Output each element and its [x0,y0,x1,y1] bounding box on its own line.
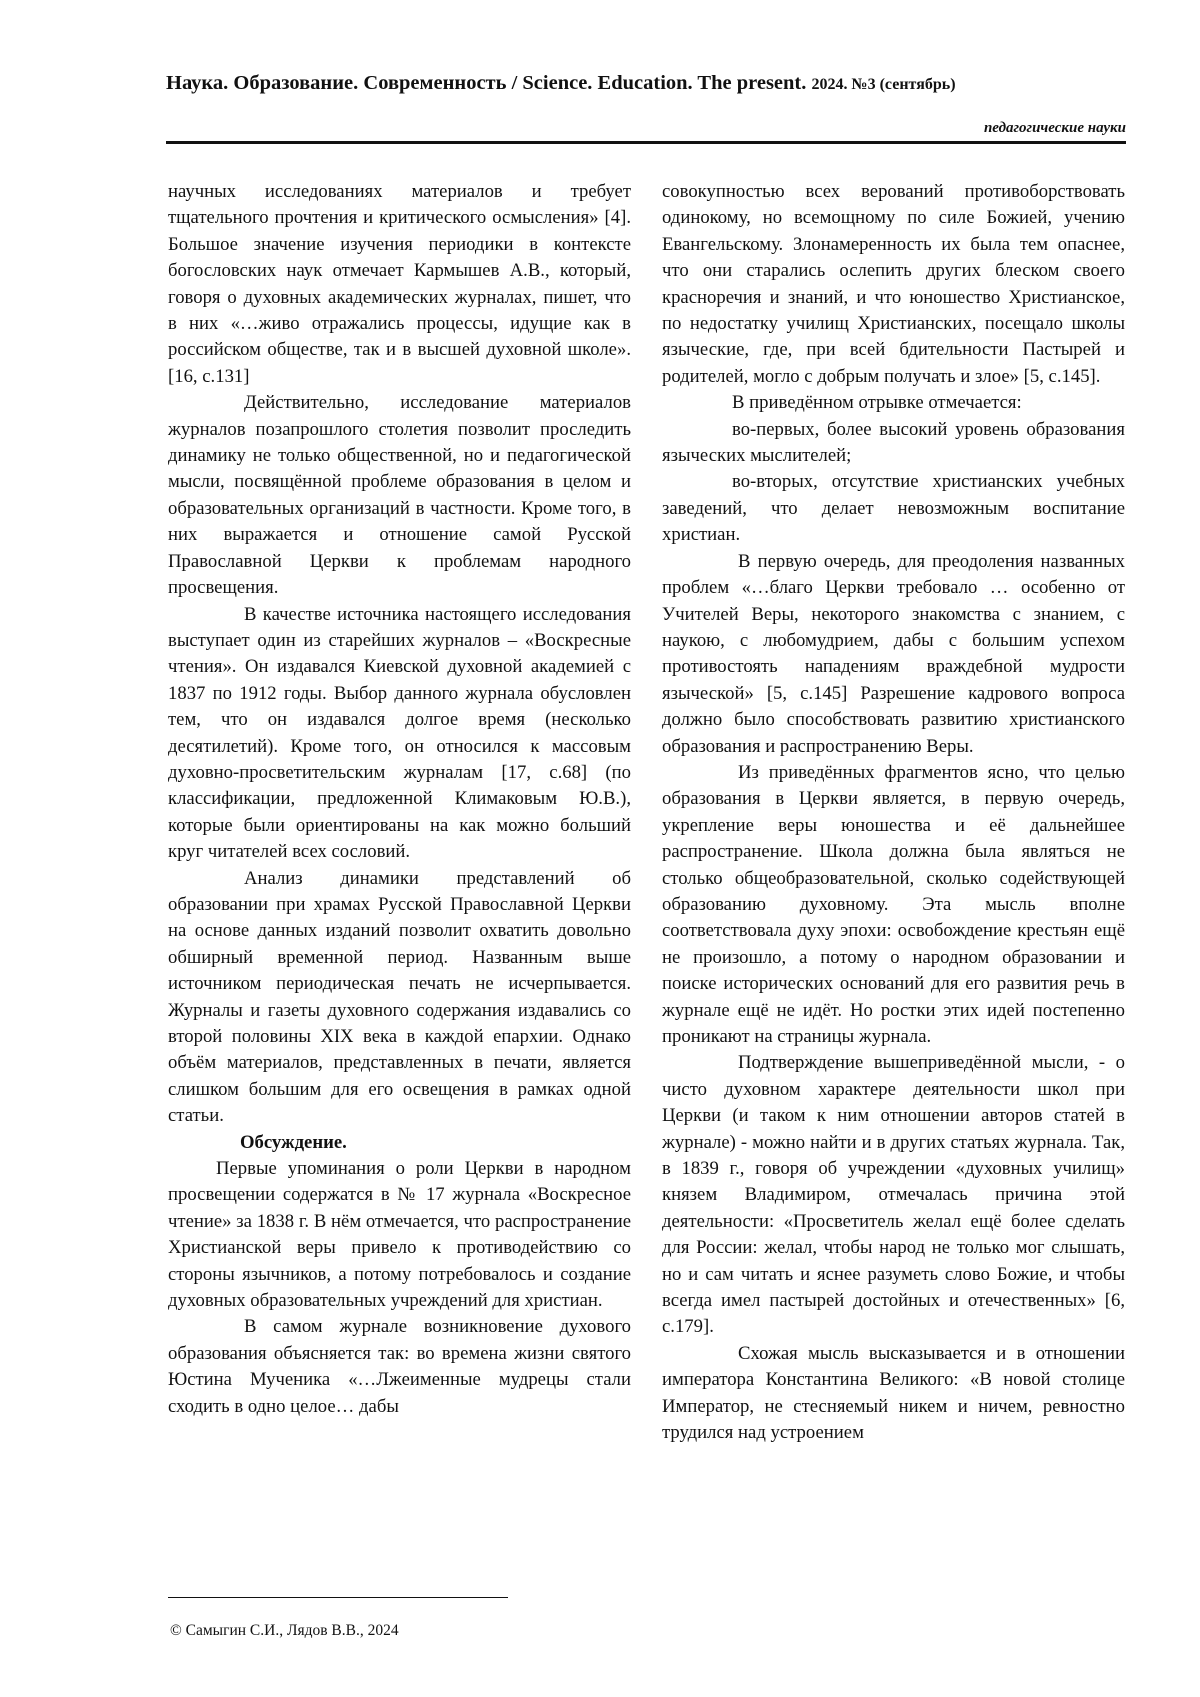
paragraph: научных исследованиях материалов и требует тщательного прочтения и критического осмысления» [4]. Большое значение изучения периодики в контексте богословских наук отмечает Кармышев А.В., который, говоря о духовных академических журналах, пишет, что в них «…живо отражались процессы, идущие как в российском обществе, так и в высшей духовной школе».[16, с.131] [168,181,631,387]
right-column [662,179,1125,1447]
copyright-note: © Самыгин С.И., Лядов В.В., 2024 [170,1622,399,1639]
paragraph: В качестве источника настоящего исследования выступает один из старейших журналов – «Воскресные чтения». Он издавался Киевской духовной академией с 1837 по 1912 годы. Выбор данного журнала обусловлен тем, что он издавался долгое время (несколько десятилетий). Кроме того, он относился к массовым духовно-просветительским журналам [17, с.68] (по классификации, предложенной Климаковым Ю.В.), которые были ориентированы на как можно больший круг читателей всех сословий. [168,603,631,863]
paragraph: В первую очередь, для преодоления названных проблем «…благо Церкви требовало … особенно от Учителей Веры, некоторого знакомства с знанием, с наукою, с любомудрием, дабы с большим успехом противостоять нападениям враждебной мудрости языческой» [5, с.145] Разрешение кадрового вопроса должно было способствовать развитию христианского образования и распространению Веры. [662,550,1125,757]
paragraph: Действительно, исследование материалов журналов позапрошлого столетия позволит проследить динамику не только общественной, но и педагогической мысли, посвящённой проблеме образования в целом и образовательных организаций в частности. Кроме того, в них выражается и отношение самой Русской Православной Церкви к проблемам народного просвещения. [168,392,631,599]
section-heading: Обсуждение. [240,1131,347,1153]
header-rule [166,141,1126,144]
journal-title: Наука. Образование. Современность / Science. Education. The present. [166,72,807,94]
list-item: во-вторых, отсутствие христианских учебных заведений, что делает невозможным воспитание христиан. [662,471,1125,546]
paragraph: Первые упоминания о роли Церкви в народном просвещении содержатся в № 17 журнала «Воскресное чтение» за 1838 г. В нём отмечается, что распространение Христианской веры привело к противодействию со стороны язычников, а потому потребовалось и создание духовных образовательных учреждений для христиан. [168,1158,631,1312]
paragraph: Подтверждение вышеприведённой мысли, - о чисто духовном характере деятельности школ при Церкви (и таком к ним отношении авторов статей в журнале) - можно найти и в других статьях журнала. Так, в 1839 г., говоря об учреждении «духовных училищ» князем Владимиром, отмечалась причина этой деятельности: «Просветитель желал ещё более сделать для России: желал, чтобы народ не только мог слышать, но и сам читать и яснее разуметь слово Божие, и чтобы всегда имел пастырей достойных и отечественных» [6, с.179]. [662,1052,1125,1338]
paragraph: совокупностью всех верований противоборствовать одинокому, но всемощному по силе Божией, учению Евангельскому. Злонамеренность их была тем опаснее, что они старались ослепить других блеском своего красноречия и знаний, и что юношество Христианское, по недостатку училищ Христианских, посещало школы языческие, где, при всей бдительности Пастырей и родителей, могло с добрым получать и злое» [5, с.145]. [662,181,1125,387]
list-item: во-первых, более высокий уровень образования языческих мыслителей; [662,418,1125,467]
footnote-rule [168,1597,508,1598]
left-column [168,179,631,1420]
paragraph: Схожая мысль высказывается и в отношении императора Константина Великого: «В новой столице Император, не стесняемый никем и ничем, ревностно трудился над устроением [662,1342,1125,1444]
paragraph: В самом журнале возникновение духового образования объясняется так: во времена жизни святого Юстина Мученика «…Лжеименные мудрецы стали сходить в одно целое… дабы [168,1316,631,1417]
paragraph: Из приведённых фрагментов ясно, что целью образования в Церкви является, в первую очередь, укрепление веры юношества и её дальнейшее распространение. Школа должна была являться не столько общеобразовательной, сколько содействующей образованию духовному. Эта мысль вполне соответствовала духу эпохи: освобождение крестьян ещё не произошло, а потому о народном образовании и поиске исторических оснований для его развития речь в журнале ещё не идёт. Но ростки этих идей постепенно проникают на страницы журнала. [662,761,1125,1047]
paragraph: Анализ динамики представлений об образовании при храмах Русской Православной Церкви на основе данных изданий позволит охватить довольно обширный временной период. Названным выше источником периодическая печать не исчерпывается. Журналы и газеты духовного содержания издавались со второй половины XIX века в каждой епархии. Однако объём материалов, представленных в печати, является слишком большим для его освещения в рамках одной статьи. [168,867,631,1127]
journal-issue: 2024. №3 (сентябрь) [811,76,956,93]
section-label: педагогические науки [983,120,1126,136]
journal-header [166,72,1126,95]
paragraph: В приведённом отрывке отмечается: [732,392,1022,414]
